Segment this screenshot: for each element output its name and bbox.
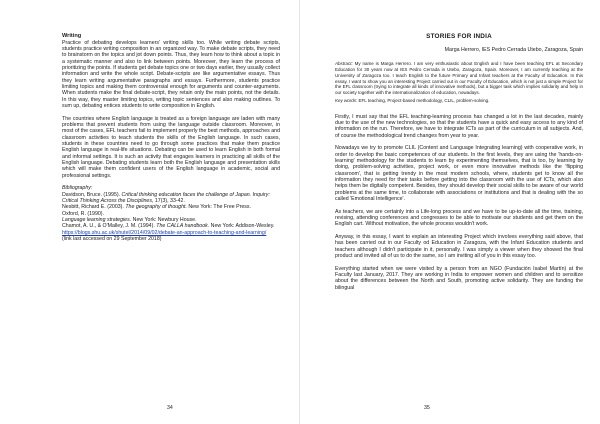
abstract-label: Abstract: [335, 61, 353, 67]
page-number: 35 [424, 405, 430, 411]
right-page [300, 0, 600, 424]
body-paragraph: Everything started when we were visited by a person from an NGO (Fundación Isabel Martín) at the Faculty last January, 2017. They are working in India to empower women and children and to sensitize about the differences between the North and South, promoting active solidarity. They are funding the bilingual [335, 265, 583, 291]
bibliography-entry: Davidson, Bruce. (1995). Critical thinking education faces the challenge of Japan. Inquiry: Critical Thinking Across the Disciplines, 17(3), 33-42. [62, 191, 270, 205]
body-paragraph: Nowadays we try to promote CLIL (Content and Language Integrating learning) with cooperative work, in order to develop the basic competences of our students. In the first levels, they are using the 'hands-on-learning' methodology for the students to learn by experimenting themselves, that is too, by learning by doing, problem-solving activities, project work, or even more innovative methods like the 'flipping classroom', that is getting trendy in the most modern schools, where, students get to know all the information they need for their tasks before getting into the classroom with the use of ICTs, which also helps them be digitally competent. Besides, they should develop their social skills to be aware of our world problems at the same time, to collaborate with associations or institutions and that is dealing with the so called 'Emotional Intelligence'. [335, 145, 583, 203]
bibliography-entry: Chamot, A. U., & O'Malley, J. M. (1994). The CALLA handbook. New York: Addison-Wesley. [62, 223, 275, 230]
keywords-label: Key words: [335, 97, 358, 103]
bibliography-link[interactable]: https://blogs.shu.ac.uk/shutel/2014/09/02/debate-an-approach-to-teaching-and-learning/ [62, 229, 267, 236]
body-paragraph: As teachers, we are certainly into a Life-long process and we have to be up-to-date all the time, training, revising, attending conferences and congresses to be able to motivate our students and get them on the English cart. Without motivation, the whole process wouldn't work. [335, 208, 583, 228]
bibliography-entry: Oxford, R. (1990). [62, 210, 105, 217]
abstract [335, 61, 583, 96]
keywords-text: EFL teaching, Project-based methodology, CLIL, problem-solving. [357, 97, 490, 103]
bibliography-accessed-note: (link last accessed on 29 September 2018) [62, 236, 162, 243]
author-line: Marga Herrero, IES Pedro Cerrada Utebo, Zaragoza, Spain [444, 47, 583, 53]
body-paragraph: Firstly, I must say that the EFL teaching-learning process has changed a lot in the last decades, mainly due to the use of the new technologies, so that the students have a quick and easy access to any kind of information on the run. Therefore, we have to integrate ICTs as part of the curriculum in all subjects. And, of course the methodological trend changes from year to year. [335, 113, 583, 139]
page-number: 34 [167, 405, 173, 411]
countries-paragraph: The countries where English language is treated as a foreign language are laden with many problems that prevent students from using the language outside classroom. Moreover, in most of the cases, EFL teachers fail to implement properly the best methods, approaches and classroom activities to teach students the skills of the English language. In such cases, students in these countries need to go through some practices that make them practice English language in real-life situations. Debating can be used to learn English in both formal and informal settings. It is such an activity that engages learners in practicing all skills of the English language. Debating students learn both the English language and presentation skills which will make them confident users of the English language in academic, social and professional settings. [62, 115, 280, 179]
bibliography-list [62, 192, 280, 243]
bibliography-entry: Language learning strategies. New York: Newbury House. [62, 217, 197, 224]
section-title: Writing [62, 33, 82, 39]
body-paragraph: Anyway, in this essay, I want to explain an interesting Project which involves everything said above, that has been carried out in our Faculty od Education in Zaragoza, with the Infant Education students and teachers although I didn't participate in it, personally. I was simply a viewer when they showed the final product and invited all of us to do the same, so I am inviting all of you in this essay too. [335, 233, 583, 260]
writing-paragraph: Practice of debating develops learners' writing skills too. While writing debate scripts, students practice writing composition in an organized way. To make debate scripts, they need to brainstorm on the topics and jot down points. Thus, they learn how to think about a topic in a systematic manner and also to link between points. Moreover, they learn the process of prioritizing the points. If students get debate topics one or two days earlier, they usually collect information and write the whole script. Debate-scripts are like argumentative essays. Thus they learn writing argumentative paragraphs and essays. Furthermore, students practice limiting topics and making them controversial enough for arguments and counter-arguments. When students make the final debate-script, they retain only the main points, not the details. In this way, they master limiting topics, writing topic sentences and also making outlines. To sum up, debating entices students to write composition in English. [62, 39, 280, 110]
article-title: STORIES FOR INDIA [426, 33, 492, 40]
bibliography-entry: Nesbitt, Richard E. (2003). The geography of thought. New York: The Free Press. [62, 204, 252, 211]
bibliography-heading: Bibliography: [62, 185, 93, 192]
abstract-text: My name is Marga Herrero. I am very enthusiastic about English and I have been teaching EFL at Secondary Education for 30 years now at IES Pedro Cerrada in Utebo, Zaragoza, Spain. Moreover, I am currently teaching at the University of Zaragoza too. I teach English to the future Primary and Infant teachers at the Faculty of Education. In this essay, I want to show you an interesting Project carried out in our Faculty of Education, which is not just a simple Project for the EFL classroom (trying to integrate all kinds of innovative methods), but a bigger task which implies solidarity and help in our society together with the internationalization of education, nowadays. [335, 61, 583, 96]
keywords [335, 98, 583, 104]
